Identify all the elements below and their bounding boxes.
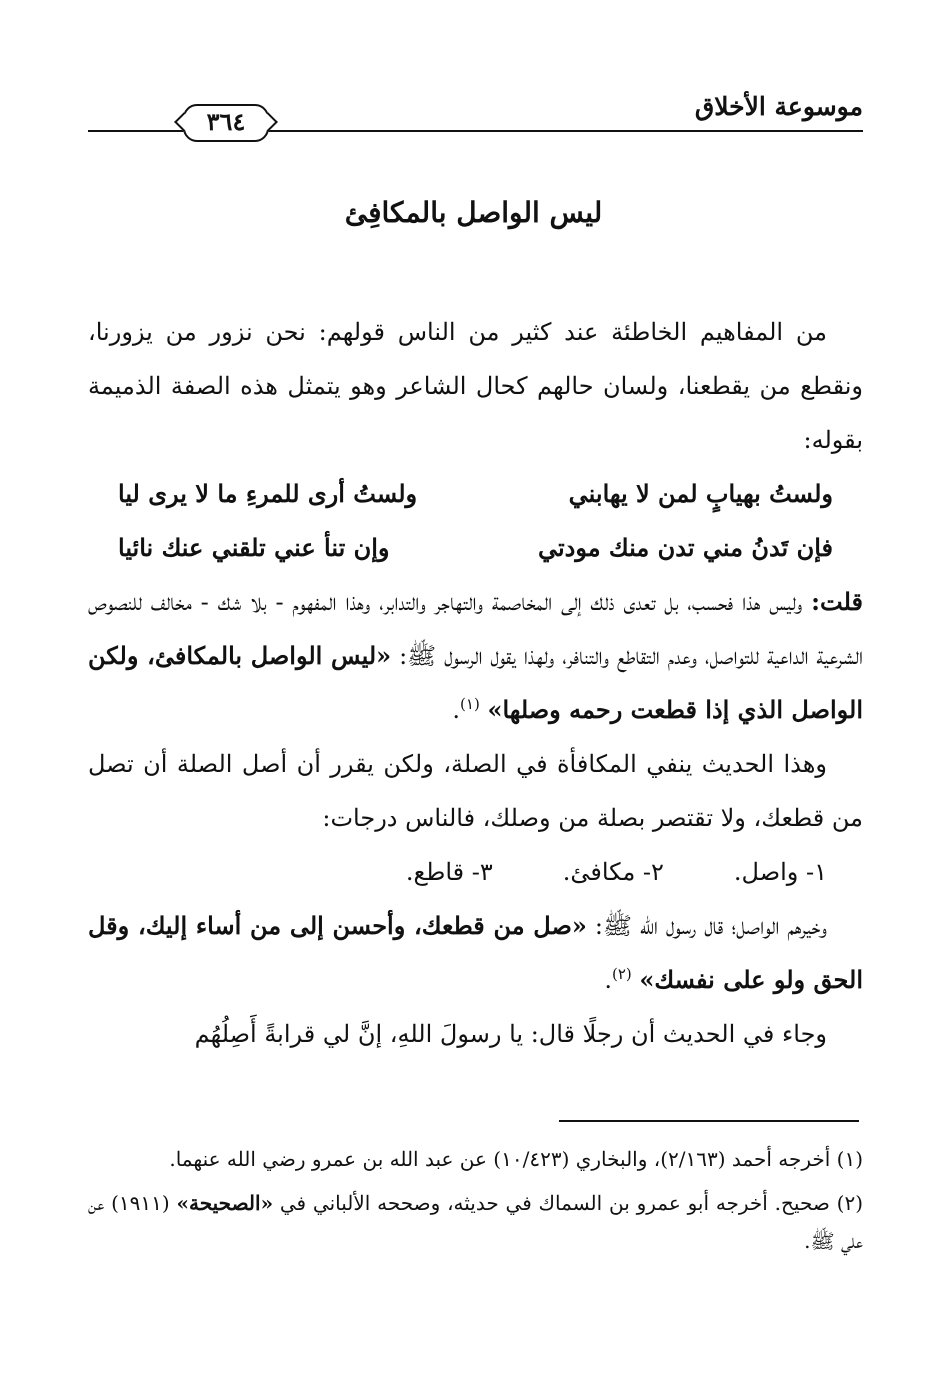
best-text: وخيرهم الواصل؛ قال رسول الله ﷺ: <box>586 912 827 940</box>
page-header <box>88 92 863 148</box>
page-number: ٣٦٤ <box>183 104 269 142</box>
paragraph-hadith-story: وجاء في الحديث أن رجلًا قال: يا رسولَ اللهِ، إنَّ لي قرابةً أَصِلُهُم <box>194 1020 827 1048</box>
sentence-end: . <box>604 966 612 994</box>
footnote-2-text: (٢) صحيح. أخرجه أبو عمرو بن السماك في حديثه، وصححه الألباني في <box>273 1191 864 1215</box>
footnote-2-book: «الصحيحة» <box>176 1191 274 1215</box>
footnote-2 <box>88 1184 863 1260</box>
footnotes <box>88 1140 863 1266</box>
list-item: ١- واصل. <box>733 858 827 886</box>
footnote-1: (١) أخرجه أحمد (٢/١٦٣)، والبخاري (١٠/٤٢٣) عن عبد الله بن عمرو رضي الله عنهما. <box>169 1147 863 1171</box>
paragraph-comment <box>88 575 863 737</box>
comment-label: قلت: <box>811 587 863 616</box>
verse-2-first-half: فإن تَدنُ مني تدن منك مودتي <box>537 533 833 562</box>
hadith-quote-2: «صل من قطعك، وأحسن إلى من أساء إليك، وقل الحق ولو على نفسك» <box>88 911 863 994</box>
poem-verse-2 <box>88 521 863 575</box>
verse-2-second-half: وإن تنأ عني تلقني عنك نائيا <box>118 533 390 562</box>
section-title: ليس الواصل بالمكافِئ <box>344 196 603 229</box>
footnote-2-end: (١٩١١) عن علي ﷺ. <box>88 1191 863 1253</box>
poem-verse-1 <box>88 467 863 521</box>
degrees-list <box>88 845 863 899</box>
verse-1-second-half: ولستُ أرى للمرءِ ما لا يرى ليا <box>118 479 418 508</box>
main-text <box>88 305 863 1061</box>
verse-1-first-half: ولستُ بهيابٍ لمن لا يهابني <box>568 479 833 508</box>
list-item: ٢- مكافئ. <box>562 858 664 886</box>
footnote-ref-1: (١) <box>460 695 480 713</box>
hadith-quote-1: «ليس الواصل بالمكافئ، ولكن الواصل الذي إذا قطعت رحمه وصلها» <box>88 641 863 724</box>
footnote-rule <box>559 1120 859 1122</box>
sentence-end: . <box>452 696 461 724</box>
footnote-ref-2: (٢) <box>611 965 632 983</box>
list-item: ٣- قاطع. <box>405 858 493 886</box>
paragraph-explanation: وهذا الحديث ينفي المكافأة في الصلة، ولكن يقرر أن أصل الصلة أن تصل من قطعك، ولا تقتصر بصلة من وصلك، فالناس درجات: <box>88 750 863 832</box>
comment-text: وليس هذا فحسب، بل تعدى ذلك إلى المخاصمة والتهاجر والتدابر، وهذا المفهوم - بلا شك - مخالف للنصوص الشرعية الداعية للتواصل، وعدم التقاطع والتنافر، ولهذا يقول الرسول ﷺ: <box>88 588 863 670</box>
paragraph-best <box>88 899 863 1007</box>
book-title: موسوعة الأخلاق <box>687 92 863 121</box>
paragraph-intro: من المفاهيم الخاطئة عند كثير من الناس قولهم: نحن نزور من يزورنا، ونقطع من يقطعنا، ولسان حالهم كحال الشاعر وهو يتمثل هذه الصفة الذميمة بقوله: <box>88 318 863 454</box>
